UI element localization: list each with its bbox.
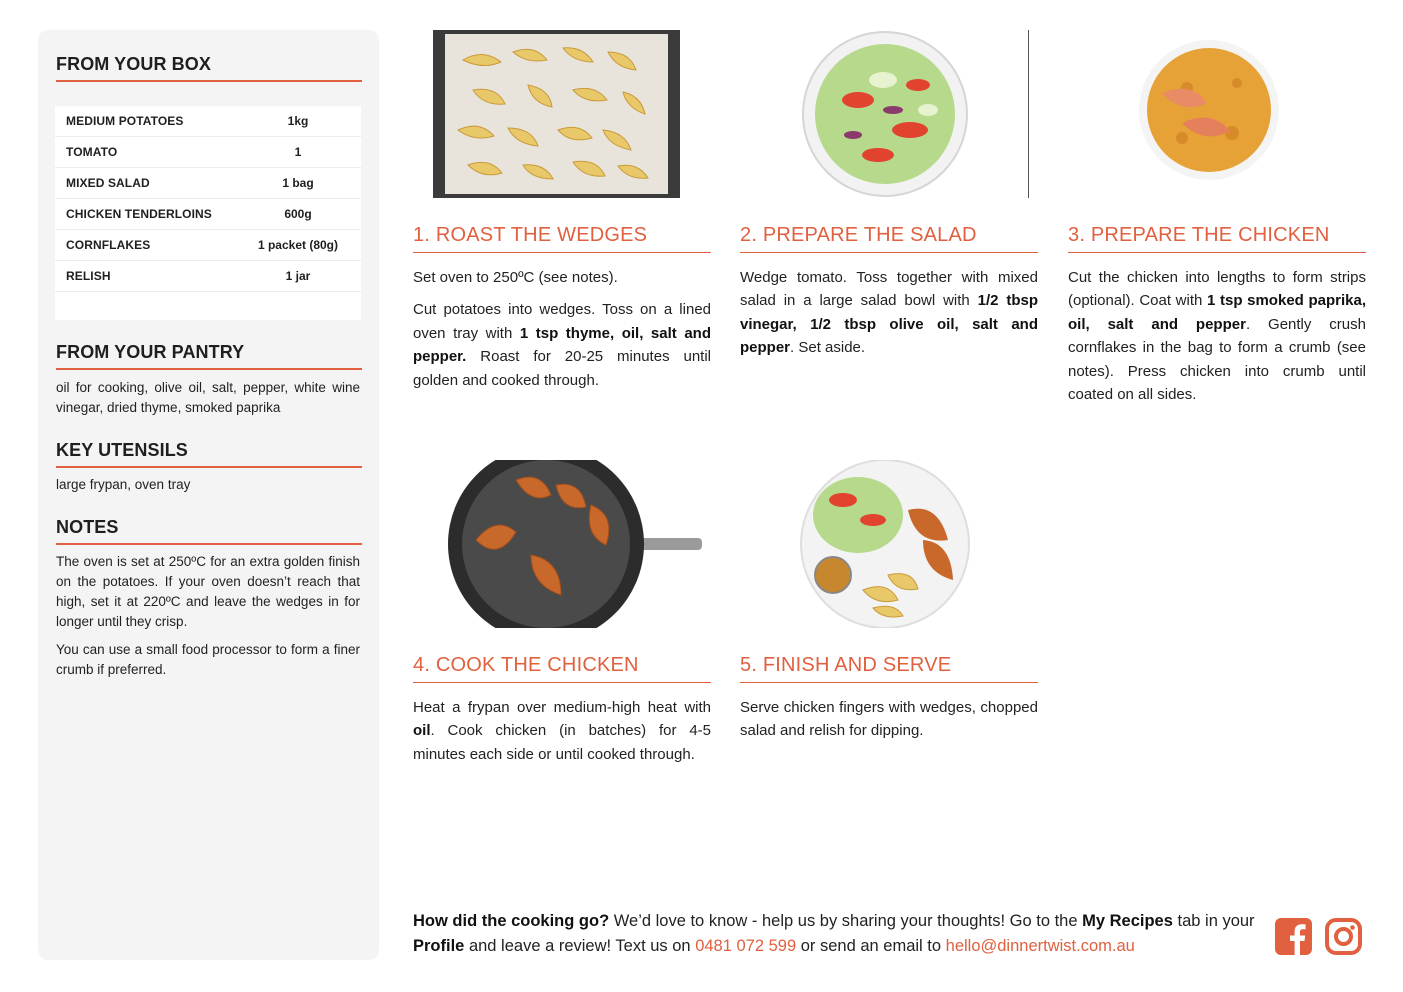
instagram-icon[interactable]: [1325, 918, 1362, 955]
ingredient-name: CHICKEN TENDERLOINS: [66, 207, 212, 221]
profile-label: Profile: [413, 937, 465, 955]
ingredient-name: MIXED SALAD: [66, 176, 150, 190]
crumbed-chicken-plate-image: [1137, 38, 1282, 183]
from-your-box-heading: FROM YOUR BOX: [56, 54, 362, 82]
ingredient-emphasis: 1 tsp thyme, oil, salt and pepper.: [413, 324, 711, 366]
pantry-text: oil for cooking, olive oil, salt, pepper, white wine vinegar, dried thyme, smoked paprika: [56, 380, 360, 415]
table-row: [55, 261, 361, 292]
salad-bowl-image: [798, 30, 973, 198]
ingredient-qty: 1 jar: [285, 269, 311, 283]
facebook-icon[interactable]: [1275, 918, 1312, 955]
served-plate-image: [798, 460, 973, 628]
step-3-text: [1068, 266, 1366, 415]
step-1-title: 1. ROAST THE WEDGES: [413, 224, 711, 253]
footer-text: We’d love to know - help us by sharing your thoughts! Go to the: [609, 912, 1083, 930]
from-your-pantry-heading: FROM YOUR PANTRY: [56, 342, 362, 370]
divider-line: [1028, 30, 1029, 198]
step-paragraph: [413, 298, 711, 392]
sidebar-panel: [38, 30, 379, 960]
step-paragraph: [1068, 266, 1366, 406]
table-row: [55, 230, 361, 261]
step-5-title: 5. FINISH AND SERVE: [740, 654, 1038, 683]
ingredient-name: TOMATO: [66, 145, 118, 159]
step-text-run: Set oven to 250ºC (see notes).: [413, 269, 618, 286]
box-ingredients-table: [55, 106, 361, 320]
utensils-text: large frypan, oven tray: [56, 477, 191, 492]
step-text-run: . Cook chicken (in batches) for 4-5 minutes each side or until cooked through.: [413, 722, 711, 763]
table-row: [55, 106, 361, 137]
step-2-title: 2. PREPARE THE SALAD: [740, 224, 1038, 253]
ingredient-name: MEDIUM POTATOES: [66, 114, 184, 128]
footer-text: tab in your: [1172, 912, 1255, 930]
phone-link[interactable]: 0481 072 599: [695, 937, 797, 955]
step-text-run: Serve chicken fingers with wedges, chopped salad and relish for dipping.: [740, 699, 1038, 740]
ingredient-emphasis: oil: [413, 722, 431, 740]
step-paragraph: [413, 266, 711, 289]
ingredient-qty: 1 packet (80g): [257, 238, 339, 252]
footer-text: or send an email to: [796, 937, 946, 955]
note-paragraph: The oven is set at 250ºC for an extra golden finish on the potatoes. If your oven doesn’t reach that high, set it at 220ºC and leave the wedges in for longer until they crisp.: [56, 554, 360, 629]
potato-wedges-tray-image: [433, 30, 680, 198]
step-text-run: . Gently crush cornflakes in the bag to form a crumb (see notes). Press chicken into crumb until coated on all sides.: [1068, 315, 1366, 404]
step-4-text: [413, 696, 711, 775]
step-text-run: Roast for 20-25 minutes until golden and cooked through.: [413, 348, 711, 389]
step-text-run: Wedge tomato. Toss together with mixed salad in a large salad bowl with: [740, 269, 1038, 310]
notes-heading: NOTES: [56, 517, 362, 545]
step-text-run: Heat a frypan over medium-high heat with: [413, 699, 711, 716]
step-4-title: 4. COOK THE CHICKEN: [413, 654, 711, 683]
step-2-text: [740, 266, 1038, 369]
frypan-chicken-image: [446, 460, 702, 628]
ingredient-emphasis: 1 tsp smoked paprika, oil, salt and pepper: [1068, 292, 1366, 333]
table-row: [55, 168, 361, 199]
email-link[interactable]: hello@dinnertwist.com.au: [945, 937, 1135, 955]
step-text-run: . Set aside.: [790, 339, 866, 357]
step-3-title: 3. PREPARE THE CHICKEN: [1068, 224, 1366, 253]
step-paragraph: [740, 696, 1038, 743]
ingredient-emphasis: 1/2 tbsp vinegar, 1/2 tbsp olive oil, salt and pepper: [740, 292, 1038, 357]
step-paragraph: [740, 266, 1038, 360]
table-row: [55, 199, 361, 230]
ingredient-qty: 1 bag: [282, 176, 314, 190]
footer-text: and leave a review! Text us on: [464, 937, 696, 955]
step-5-text: [740, 696, 1038, 752]
ingredient-qty: 1kg: [287, 114, 309, 128]
step-text-run: Cut potatoes into wedges. Toss on a lined oven tray with: [413, 301, 711, 342]
step-1-text: [413, 266, 711, 401]
my-recipes-label: My Recipes: [1082, 912, 1173, 930]
ingredient-name: CORNFLAKES: [66, 238, 151, 252]
step-text-run: Cut the chicken into lengths to form strips (optional). Coat with: [1068, 269, 1366, 310]
step-paragraph: [413, 696, 711, 766]
table-row: [55, 137, 361, 168]
key-utensils-heading: KEY UTENSILS: [56, 440, 362, 468]
ingredient-name: RELISH: [66, 269, 111, 283]
footer-question: How did the cooking go?: [413, 912, 610, 930]
ingredient-qty: 1: [294, 145, 302, 159]
ingredient-qty: 600g: [284, 207, 312, 221]
feedback-footer: [413, 909, 1258, 959]
note-paragraph: You can use a small food processor to form a finer crumb if preferred.: [56, 642, 360, 677]
